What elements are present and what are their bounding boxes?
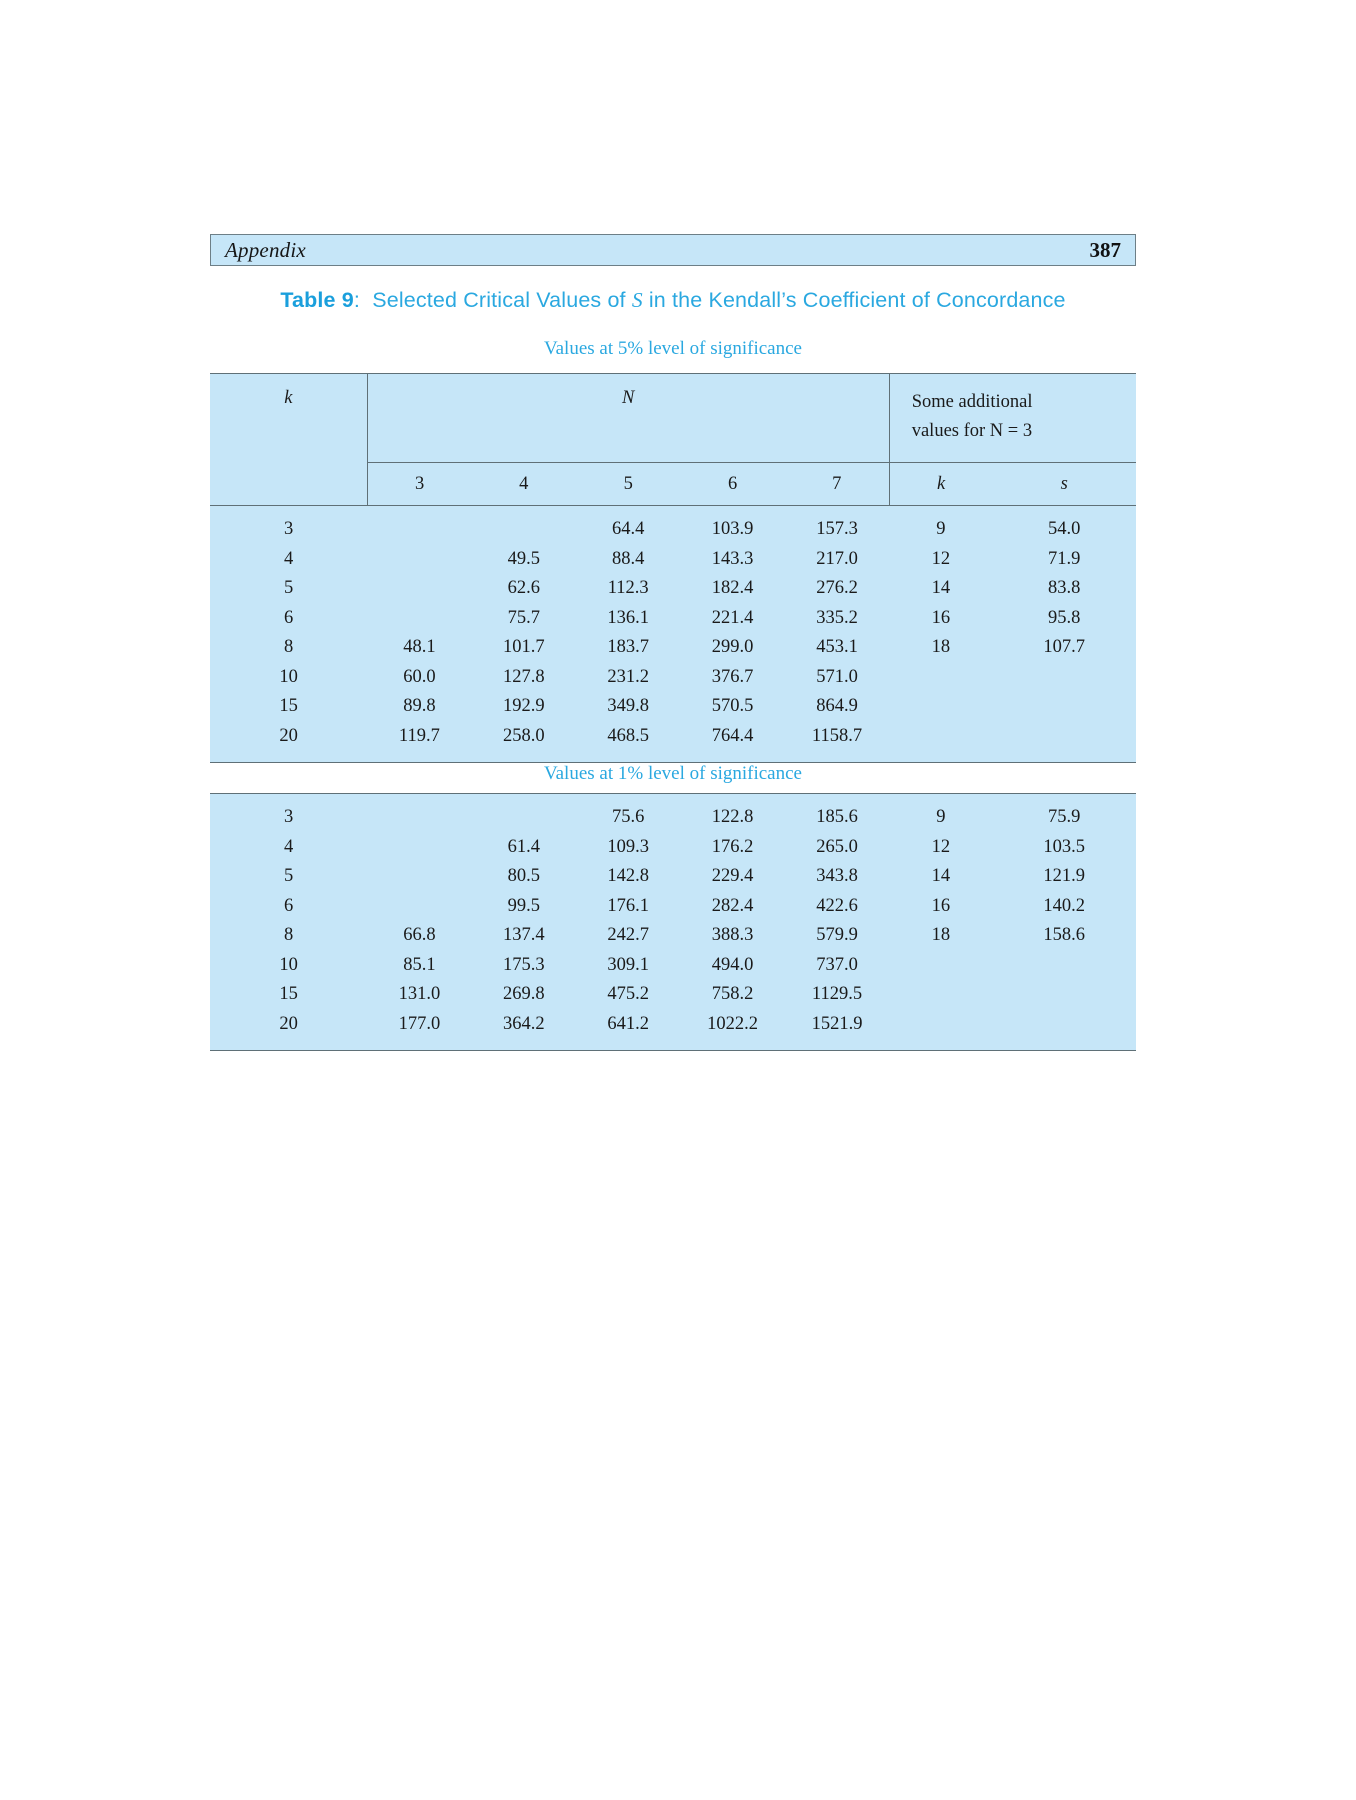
header-label-n: N xyxy=(622,388,635,408)
table-subheader-row xyxy=(210,463,1136,506)
running-header xyxy=(210,234,1136,266)
cell-n-4: 157.3 xyxy=(785,506,889,545)
cell-n-1: 80.5 xyxy=(472,862,576,892)
cell-additional-k: 9 xyxy=(889,794,992,833)
cell-n-1: 127.8 xyxy=(472,663,576,693)
cell-additional-k: 12 xyxy=(889,545,992,575)
additional-values-line-1: Some additional xyxy=(911,392,1033,412)
subheader-cell-blank xyxy=(210,463,367,506)
cell-n-0 xyxy=(367,833,471,863)
table-row xyxy=(210,951,1136,981)
cell-additional-s xyxy=(992,980,1136,1010)
cell-n-4: 422.6 xyxy=(785,892,889,922)
cell-n-3: 764.4 xyxy=(680,722,784,763)
cell-n-4: 737.0 xyxy=(785,951,889,981)
cell-additional-k xyxy=(889,722,992,763)
table-body-1-percent xyxy=(210,794,1136,1051)
cell-n-1: 269.8 xyxy=(472,980,576,1010)
cell-n-0 xyxy=(367,574,471,604)
cell-additional-k: 18 xyxy=(889,921,992,951)
cell-additional-k: 12 xyxy=(889,833,992,863)
cell-k: 5 xyxy=(210,862,367,892)
cell-k: 8 xyxy=(210,921,367,951)
cell-k: 20 xyxy=(210,722,367,763)
cell-n-0 xyxy=(367,892,471,922)
cell-n-2: 88.4 xyxy=(576,545,680,575)
header-cell-k xyxy=(210,374,367,463)
cell-n-3: 299.0 xyxy=(680,633,784,663)
cell-n-2: 309.1 xyxy=(576,951,680,981)
cell-k: 4 xyxy=(210,833,367,863)
cell-additional-s: 121.9 xyxy=(992,862,1136,892)
cell-n-1: 75.7 xyxy=(472,604,576,634)
table-row xyxy=(210,574,1136,604)
cell-n-4: 217.0 xyxy=(785,545,889,575)
cell-n-4: 265.0 xyxy=(785,833,889,863)
cell-n-0: 131.0 xyxy=(367,980,471,1010)
cell-n-1: 99.5 xyxy=(472,892,576,922)
cell-n-3: 176.2 xyxy=(680,833,784,863)
cell-k: 15 xyxy=(210,980,367,1010)
cell-additional-k: 14 xyxy=(889,862,992,892)
table-title-text-after: in the Kendall’s Coefficient of Concordance xyxy=(648,288,1066,312)
cell-k: 8 xyxy=(210,633,367,663)
cell-k: 5 xyxy=(210,574,367,604)
subheader-n-6: 6 xyxy=(680,463,784,506)
table-row xyxy=(210,862,1136,892)
cell-n-4: 571.0 xyxy=(785,663,889,693)
cell-n-0 xyxy=(367,604,471,634)
cell-additional-k: 9 xyxy=(889,506,992,545)
cell-n-4: 343.8 xyxy=(785,862,889,892)
table-row xyxy=(210,506,1136,545)
cell-additional-s: 95.8 xyxy=(992,604,1136,634)
cell-n-1: 192.9 xyxy=(472,692,576,722)
cell-n-2: 109.3 xyxy=(576,833,680,863)
table-row xyxy=(210,633,1136,663)
cell-k: 6 xyxy=(210,892,367,922)
cell-n-0 xyxy=(367,545,471,575)
cell-n-4: 579.9 xyxy=(785,921,889,951)
header-label-k: k xyxy=(284,388,293,408)
cell-additional-s: 107.7 xyxy=(992,633,1136,663)
cell-n-3: 758.2 xyxy=(680,980,784,1010)
cell-n-0: 60.0 xyxy=(367,663,471,693)
cell-n-3: 282.4 xyxy=(680,892,784,922)
table-title-symbol: S xyxy=(631,288,643,312)
cell-n-0: 89.8 xyxy=(367,692,471,722)
table-row xyxy=(210,545,1136,575)
cell-n-3: 122.8 xyxy=(680,794,784,833)
header-cell-additional-values xyxy=(889,374,1136,463)
cell-additional-s xyxy=(992,692,1136,722)
cell-n-3: 494.0 xyxy=(680,951,784,981)
table-row xyxy=(210,921,1136,951)
cell-n-3: 388.3 xyxy=(680,921,784,951)
cell-additional-s: 158.6 xyxy=(992,921,1136,951)
page-number: 387 xyxy=(1089,237,1121,262)
cell-n-1: 61.4 xyxy=(472,833,576,863)
table-title xyxy=(210,288,1136,313)
cell-n-0: 177.0 xyxy=(367,1010,471,1051)
cell-n-3: 1022.2 xyxy=(680,1010,784,1051)
subheader-additional-s: s xyxy=(992,463,1136,506)
cell-additional-s: 71.9 xyxy=(992,545,1136,575)
cell-n-3: 103.9 xyxy=(680,506,784,545)
cell-n-2: 75.6 xyxy=(576,794,680,833)
cell-n-2: 136.1 xyxy=(576,604,680,634)
cell-additional-k: 16 xyxy=(889,892,992,922)
cell-n-1: 364.2 xyxy=(472,1010,576,1051)
cell-n-0: 66.8 xyxy=(367,921,471,951)
cell-additional-s xyxy=(992,951,1136,981)
subheader-additional-k: k xyxy=(889,463,992,506)
cell-n-3: 221.4 xyxy=(680,604,784,634)
cell-n-1 xyxy=(472,506,576,545)
cell-additional-k xyxy=(889,692,992,722)
cell-n-1: 101.7 xyxy=(472,633,576,663)
table-row xyxy=(210,892,1136,922)
table-row xyxy=(210,980,1136,1010)
cell-n-2: 176.1 xyxy=(576,892,680,922)
cell-n-4: 185.6 xyxy=(785,794,889,833)
table-head-5-percent xyxy=(210,374,1136,506)
table-row xyxy=(210,794,1136,833)
cell-n-4: 864.9 xyxy=(785,692,889,722)
cell-n-1: 62.6 xyxy=(472,574,576,604)
cell-n-2: 242.7 xyxy=(576,921,680,951)
cell-k: 10 xyxy=(210,663,367,693)
cell-n-1: 258.0 xyxy=(472,722,576,763)
cell-additional-s xyxy=(992,663,1136,693)
cell-additional-s: 83.8 xyxy=(992,574,1136,604)
table-number-label: Table 9 xyxy=(280,288,354,312)
cell-n-0 xyxy=(367,794,471,833)
table-row xyxy=(210,692,1136,722)
critical-values-table-1-percent xyxy=(210,793,1136,1051)
subheader-n-3: 3 xyxy=(367,463,471,506)
cell-additional-k xyxy=(889,951,992,981)
cell-n-3: 376.7 xyxy=(680,663,784,693)
cell-n-2: 475.2 xyxy=(576,980,680,1010)
cell-n-3: 570.5 xyxy=(680,692,784,722)
cell-n-4: 1521.9 xyxy=(785,1010,889,1051)
cell-additional-k: 16 xyxy=(889,604,992,634)
cell-n-2: 468.5 xyxy=(576,722,680,763)
table-title-text-before: Selected Critical Values of xyxy=(372,288,626,312)
cell-additional-k xyxy=(889,663,992,693)
cell-additional-s: 54.0 xyxy=(992,506,1136,545)
cell-additional-k: 14 xyxy=(889,574,992,604)
cell-n-4: 335.2 xyxy=(785,604,889,634)
cell-n-2: 64.4 xyxy=(576,506,680,545)
cell-n-2: 142.8 xyxy=(576,862,680,892)
cell-n-2: 231.2 xyxy=(576,663,680,693)
cell-additional-k xyxy=(889,980,992,1010)
cell-k: 3 xyxy=(210,794,367,833)
cell-n-4: 453.1 xyxy=(785,633,889,663)
cell-n-1: 137.4 xyxy=(472,921,576,951)
table-header-row-group xyxy=(210,374,1136,463)
cell-additional-s xyxy=(992,1010,1136,1051)
section-caption-5-percent: Values at 5% level of significance xyxy=(544,338,802,359)
cell-n-0: 85.1 xyxy=(367,951,471,981)
table-row xyxy=(210,663,1136,693)
cell-n-1: 175.3 xyxy=(472,951,576,981)
cell-additional-s: 140.2 xyxy=(992,892,1136,922)
cell-n-3: 229.4 xyxy=(680,862,784,892)
table-row xyxy=(210,1010,1136,1051)
additional-values-line-2: values for N = 3 xyxy=(911,420,1033,441)
cell-additional-k xyxy=(889,1010,992,1051)
cell-n-0: 119.7 xyxy=(367,722,471,763)
table-1-percent xyxy=(210,793,1136,1051)
cell-additional-s: 103.5 xyxy=(992,833,1136,863)
cell-n-4: 1129.5 xyxy=(785,980,889,1010)
cell-n-1 xyxy=(472,794,576,833)
table-row xyxy=(210,833,1136,863)
cell-n-4: 1158.7 xyxy=(785,722,889,763)
table-row xyxy=(210,722,1136,763)
cell-additional-s: 75.9 xyxy=(992,794,1136,833)
cell-n-1: 49.5 xyxy=(472,545,576,575)
cell-n-0 xyxy=(367,862,471,892)
table-5-percent xyxy=(210,373,1136,763)
cell-n-2: 349.8 xyxy=(576,692,680,722)
cell-k: 6 xyxy=(210,604,367,634)
cell-k: 20 xyxy=(210,1010,367,1051)
table-title-colon: : xyxy=(353,288,361,312)
cell-n-4: 276.2 xyxy=(785,574,889,604)
cell-n-0 xyxy=(367,506,471,545)
cell-n-2: 112.3 xyxy=(576,574,680,604)
subheader-n-4: 4 xyxy=(472,463,576,506)
cell-n-3: 143.3 xyxy=(680,545,784,575)
cell-n-2: 183.7 xyxy=(576,633,680,663)
cell-k: 4 xyxy=(210,545,367,575)
cell-k: 15 xyxy=(210,692,367,722)
section-caption-1-percent: Values at 1% level of significance xyxy=(544,763,802,784)
cell-n-2: 641.2 xyxy=(576,1010,680,1051)
cell-k: 10 xyxy=(210,951,367,981)
cell-additional-s xyxy=(992,722,1136,763)
cell-n-3: 182.4 xyxy=(680,574,784,604)
table-body-5-percent xyxy=(210,506,1136,763)
subheader-n-7: 7 xyxy=(785,463,889,506)
cell-additional-k: 18 xyxy=(889,633,992,663)
subheader-n-5: 5 xyxy=(576,463,680,506)
header-cell-n-group xyxy=(367,374,889,463)
appendix-label: Appendix xyxy=(225,237,306,262)
cell-n-0: 48.1 xyxy=(367,633,471,663)
table-row xyxy=(210,604,1136,634)
cell-k: 3 xyxy=(210,506,367,545)
critical-values-table-5-percent xyxy=(210,373,1136,763)
